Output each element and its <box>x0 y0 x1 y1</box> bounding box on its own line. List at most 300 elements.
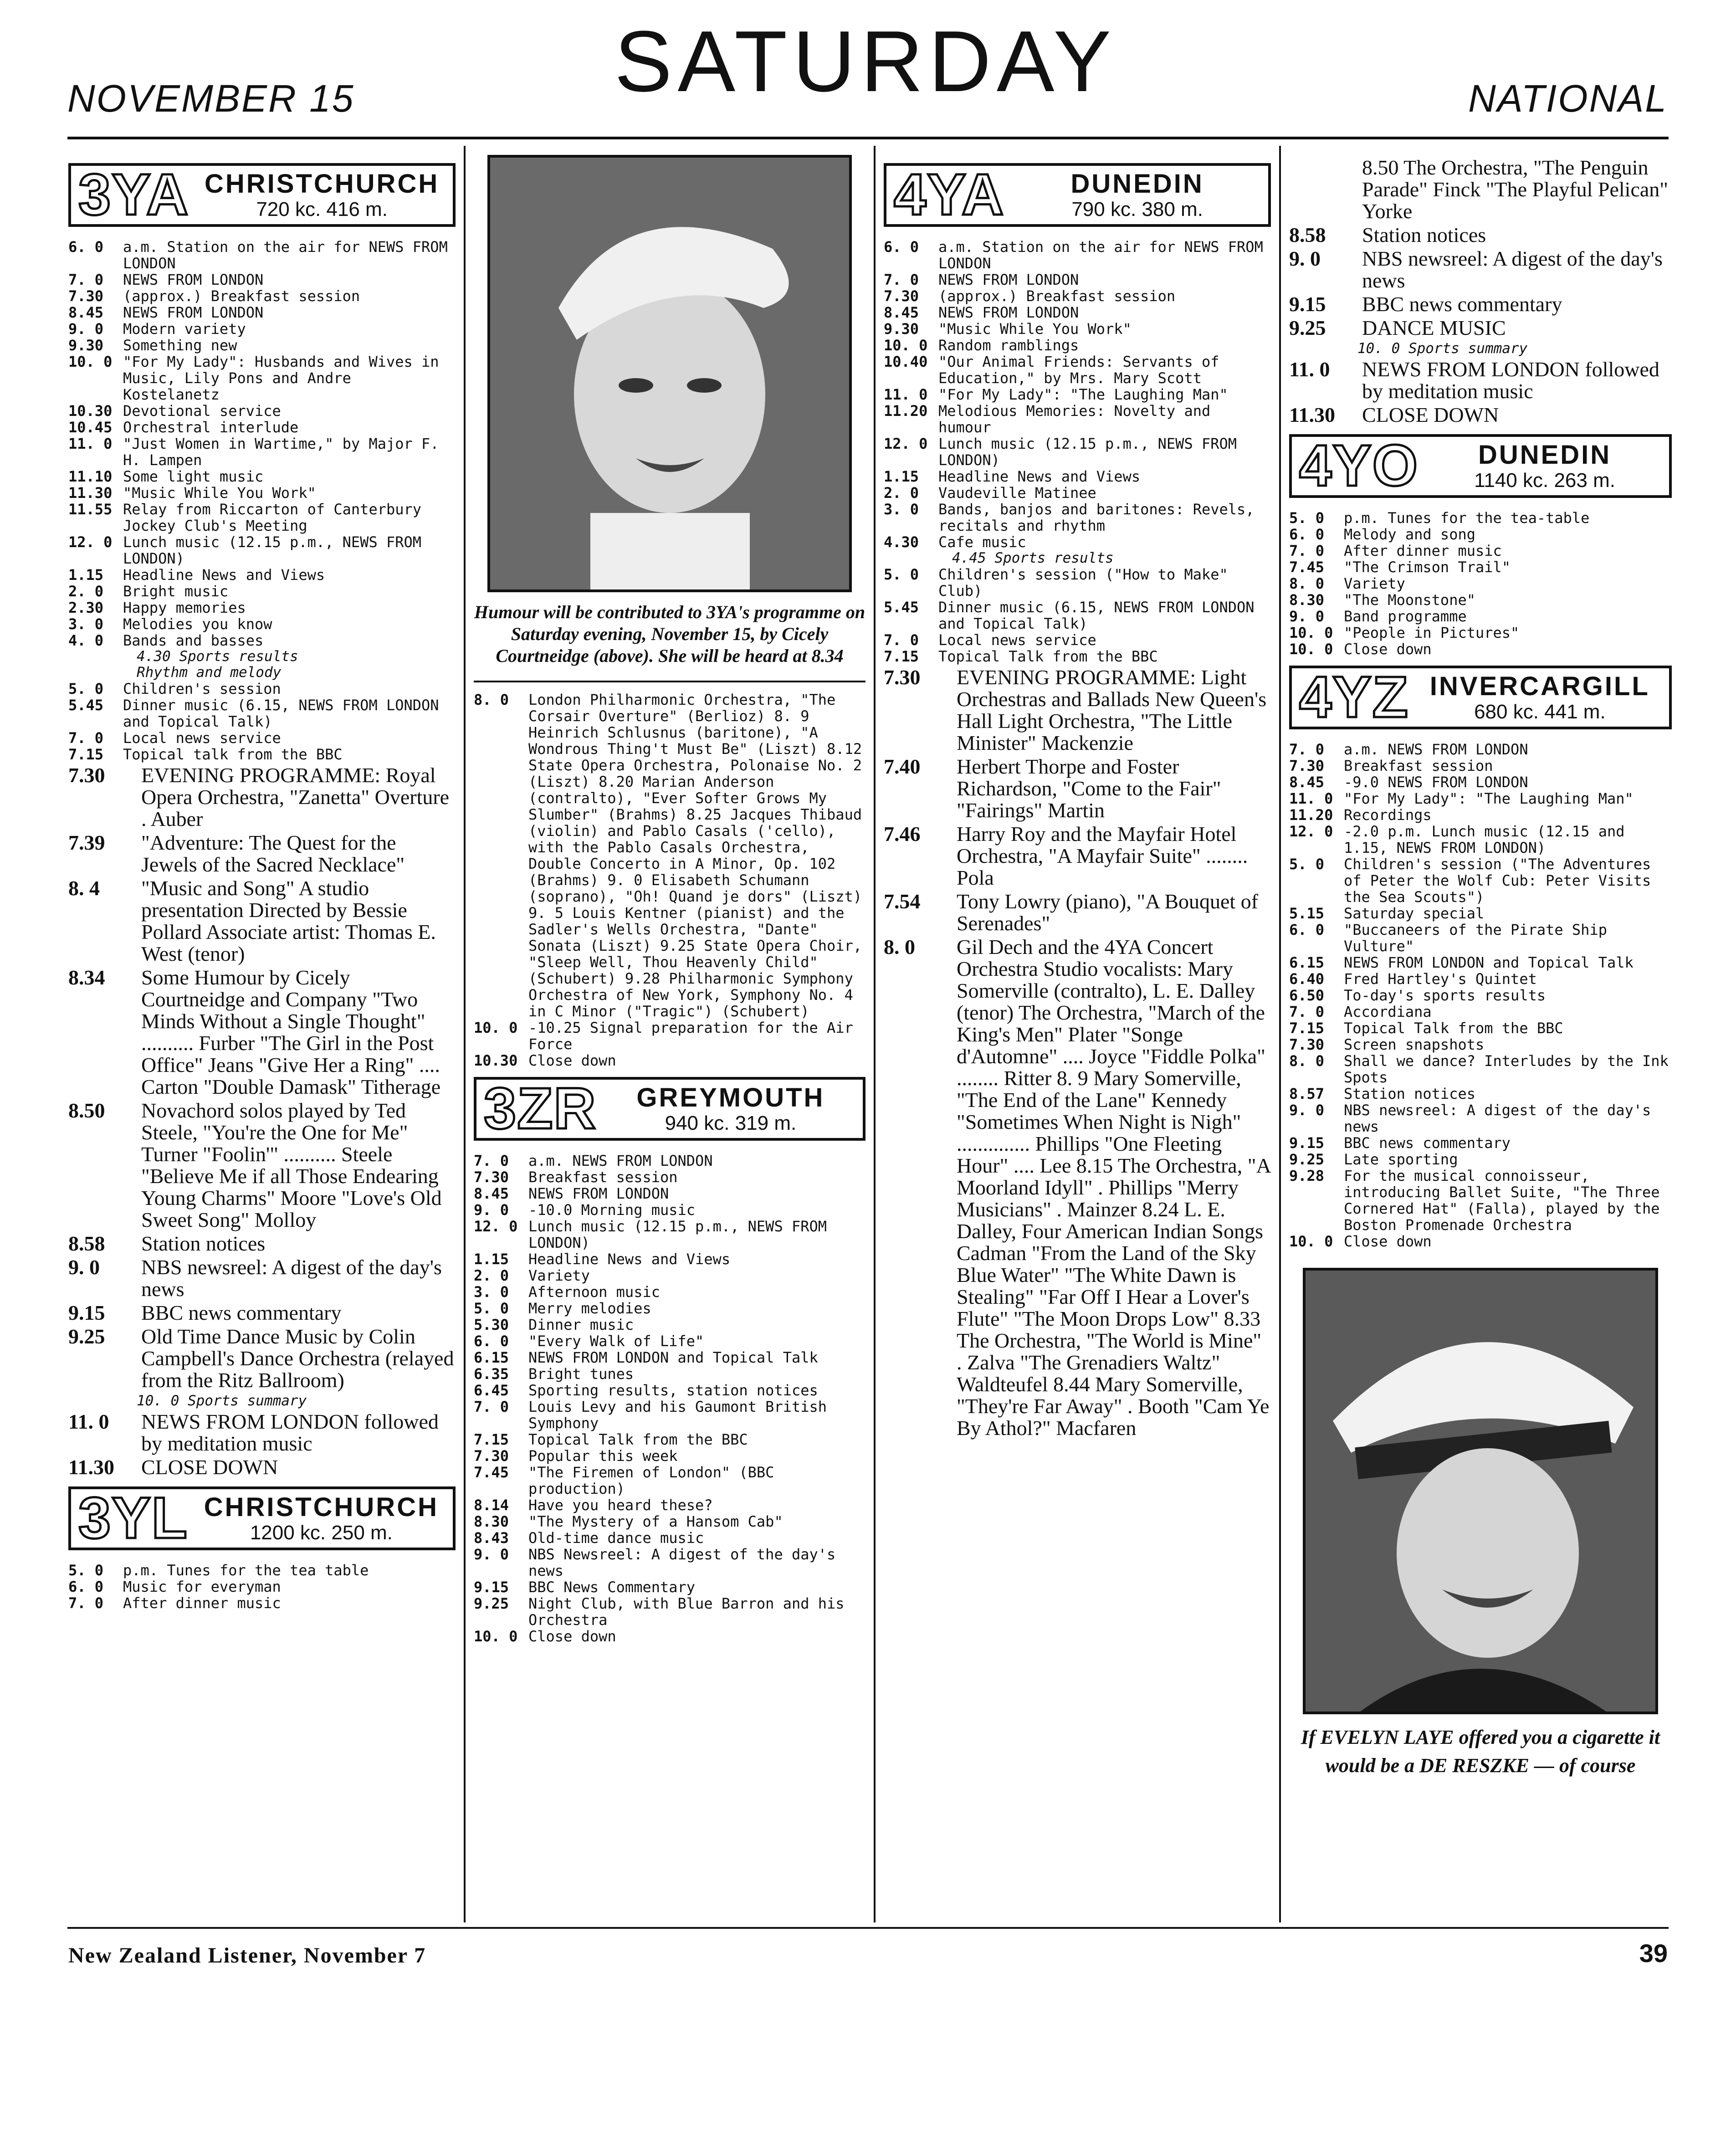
entry-description: "Music While You Work" <box>123 484 316 502</box>
schedule-entry <box>68 632 456 649</box>
entry-description: NBS newsreel: A digest of the day's news <box>1362 247 1663 292</box>
entry-time: 8. 0 <box>474 691 509 708</box>
schedule-entry <box>1289 1102 1672 1135</box>
entry-time: 8.30 <box>474 1513 509 1530</box>
entry-description: Dinner music (6.15, NEWS FROM LONDON and Topical Talk) <box>123 697 439 730</box>
entry-description: 8.50 The Orchestra, "The Penguin Parade" Finck "The Playful Pelican" Yorke <box>1362 156 1669 223</box>
entry-description: "People in Pictures" <box>1344 624 1520 641</box>
schedule-entry <box>68 304 456 321</box>
entry-time: 7.30 <box>1289 757 1325 774</box>
entry-time: 12. 0 <box>1289 823 1333 840</box>
entry-description: Bright music <box>123 583 229 600</box>
schedule-entry <box>474 692 865 1020</box>
entry-description: Topical Talk from the BBC <box>1344 1020 1563 1037</box>
schedule-entry <box>68 1100 456 1231</box>
entry-time: 1.15 <box>474 1250 509 1268</box>
schedule-entry <box>1289 954 1672 971</box>
entry-description: Variety <box>1344 575 1405 592</box>
divider <box>474 681 865 682</box>
entry-time: 7.54 <box>884 890 921 913</box>
entry-time: 11.55 <box>68 501 113 518</box>
sub-note: 4.30 Sports results <box>137 648 298 665</box>
column-1 <box>68 155 456 1611</box>
entry-description: "Music and Song" A studio presentation Directed by Bessie Pollard Associate artist: Thomas E. West (tenor) <box>141 876 436 965</box>
entry-description: NBS newsreel: A digest of the day's news <box>1344 1102 1651 1135</box>
entry-time: 7. 0 <box>1289 741 1325 758</box>
entry-time: 2.30 <box>68 599 104 616</box>
entry-description: Close down <box>1344 641 1432 658</box>
schedule-entry <box>474 1497 865 1513</box>
entry-time: 9. 0 <box>1289 608 1325 625</box>
entry-time: 6.35 <box>474 1365 509 1383</box>
column-rule <box>464 146 466 1922</box>
station-frequency: 790 kc. 380 m. <box>1071 198 1203 220</box>
schedule-entry <box>474 1431 865 1448</box>
entry-description: London Philharmonic Orchestra, "The Corsair Overture" (Berlioz) 8. 9 Heinrich Schlusnus (baritone), "A Wondrous Thing't Must Be" (Liszt) 8.12 State Opera Orchestra, Polonaise No. 2 (Liszt) 8.20 Marian Anderson (contralto), "Ever Softer Grows My Slumber" (Brahms) 8.25 Jacques Thibaud (violin) and Pablo Casals ('cello), with the Pablo Casals Orchestra, Double Concerto in A Minor, Op. 102 (Brahms) 9. 0 Elisabeth Schumann (soprano), "Oh! Quand je dors" (Liszt) 9. 5 Louis Kentner (pianist) and the Sadler's Wells Orchestra, "Dante" Sonata (Liszt) 9.25 State Opera Choir, "Sleep Well, Thou Heavenly Child" (Schubert) 9.28 Philharmonic Symphony Orchestra of New York, Symphony No. 4 in C Minor ("Tragic") (Schubert) <box>528 691 862 1020</box>
entry-time: 7.15 <box>1289 1020 1325 1037</box>
advert-image <box>1306 1271 1655 1712</box>
schedule-entry <box>68 419 456 436</box>
entry-description: "The Moonstone" <box>1344 591 1475 609</box>
entry-description: "Buccaneers of the Pirate Ship Vulture" <box>1344 921 1607 955</box>
schedule-entry <box>68 600 456 616</box>
schedule-entry <box>1289 608 1672 625</box>
station-box-3yl <box>68 1486 456 1550</box>
schedule-entry <box>1289 317 1672 339</box>
schedule-entry <box>474 1020 865 1052</box>
entry-description: Lunch music (12.15 p.m., NEWS FROM LONDON) <box>938 435 1237 469</box>
schedule-entry <box>474 1202 865 1218</box>
schedule-entry <box>1289 807 1672 823</box>
schedule-entry <box>1289 1004 1672 1020</box>
schedule-entry <box>884 823 1271 889</box>
entry-description: Local news service <box>123 729 281 747</box>
entry-time: 6.15 <box>474 1349 509 1366</box>
entry-time: 8.45 <box>68 304 104 321</box>
schedule-entry <box>68 403 456 419</box>
entry-time: 11.10 <box>68 468 113 485</box>
entry-description: (approx.) Breakfast session <box>938 287 1176 305</box>
entry-time: 6. 0 <box>68 238 104 256</box>
entry-description: Music for everyman <box>123 1578 281 1595</box>
entry-time: 10. 0 <box>884 337 928 354</box>
schedule-entry <box>68 436 456 468</box>
entry-time: 9.25 <box>1289 316 1326 339</box>
schedule-entry <box>1289 224 1672 246</box>
page-title: SATURDAY <box>614 13 1117 110</box>
entry-time: 10.40 <box>884 353 928 370</box>
entry-time: 6.50 <box>1289 987 1325 1004</box>
entry-time: 8.30 <box>1289 591 1325 609</box>
entry-time: 10.45 <box>68 419 113 436</box>
entry-description: Bright tunes <box>528 1365 634 1383</box>
portrait-image <box>490 158 849 589</box>
schedule-entry <box>474 1317 865 1333</box>
entry-description: After dinner music <box>1344 542 1502 559</box>
entry-time: 9. 0 <box>474 1201 509 1219</box>
entry-description: For the musical connoisseur, introducing Ballet Suite, "The Three Cornered Hat" (Falla), played by the Boston Promenade Orchestra <box>1344 1167 1660 1234</box>
entry-description: Variety <box>528 1267 590 1284</box>
entry-description: Louis Levy and his Gaumont British Symphony <box>528 1398 827 1432</box>
entry-time: 8.45 <box>474 1185 509 1202</box>
schedule-entry <box>474 1052 865 1069</box>
entry-time: 1.15 <box>68 566 104 584</box>
entry-description: "Every Walk of Life" <box>528 1332 704 1350</box>
entry-time: 7.46 <box>884 822 921 846</box>
schedule-entry <box>884 304 1271 321</box>
footer-rule <box>67 1927 1669 1929</box>
entry-time: 9.30 <box>68 337 104 354</box>
entry-description: NEWS FROM LONDON <box>123 271 264 288</box>
schedule-entry <box>474 1153 865 1169</box>
column-rule <box>874 146 876 1922</box>
entry-time: 7.45 <box>474 1464 509 1481</box>
station-city: CHRISTCHURCH <box>204 1492 439 1522</box>
entry-time: 7. 0 <box>68 1594 104 1612</box>
station-call: 3ZR <box>484 1076 597 1141</box>
header-rule <box>67 137 1669 139</box>
schedule-entry <box>68 1326 456 1391</box>
entry-description: -10.25 Signal preparation for the Air Force <box>528 1019 853 1053</box>
entry-description: Shall we dance? Interludes by the Ink Spots <box>1344 1052 1669 1086</box>
station-frequency: 940 kc. 319 m. <box>665 1112 797 1134</box>
schedule-entry <box>68 337 456 354</box>
entry-time: 6. 0 <box>1289 921 1325 938</box>
entry-description: NBS Newsreel: A digest of the day's news <box>528 1546 836 1579</box>
entry-time: 7. 0 <box>1289 1003 1325 1020</box>
entry-description: BBC news commentary <box>1344 1134 1511 1152</box>
entry-description: Saturday special <box>1344 905 1485 922</box>
schedule-entry <box>1289 248 1672 292</box>
entry-description: BBC News Commentary <box>528 1578 696 1596</box>
entry-description: "The Mystery of a Hansom Cab" <box>528 1513 783 1530</box>
schedule-entry <box>68 288 456 304</box>
entry-description: Gil Dech and the 4YA Concert Orchestra Studio vocalists: Mary Somerville (contralto), L. E. Dalley (tenor) The Orchestra, "March of the King's Men" Plater "Songe d'Automne" .... Joyce "Fiddle Polka" ........ Ritter 8. 9 Mary Somerville, "The End of the Lane" Kennedy "Sometimes When Night is Nigh" .............. Phillips "One Fleeting Hour" .... Lee 8.15 The Orchestra, "A Moorland Idyll" . Phillips "Merry Musicians" . Mainzer 8.24 L. E. Dalley, Four American Indian Songs Cadman "From the Land of the Sky Blue Water" "The White Dawn is Stealing" "Far Off I Hear a Lover's Flute" "The Moon Drops Low" 8.33 The Orchestra, "The World is Mine" . Zalva "The Grenadiers Waltz" Waldteufel 8.44 Mary Somerville, "They're Far Away" . Booth "Cam Ye By Athol?" Macfaren <box>957 935 1270 1440</box>
entry-description: "Adventure: The Quest for the Jewels of the Sacred Necklace" <box>141 831 405 876</box>
station-city: DUNEDIN <box>1478 440 1612 470</box>
entry-description: Breakfast session <box>528 1168 678 1186</box>
schedule-entry <box>474 1366 865 1382</box>
entry-description: Vaudeville Matinee <box>938 484 1096 502</box>
entry-time: 8.58 <box>1289 223 1326 246</box>
entry-description: -9.0 NEWS FROM LONDON <box>1344 774 1528 791</box>
station-call: 4YA <box>894 162 1005 227</box>
entry-description: a.m. NEWS FROM LONDON <box>528 1152 713 1169</box>
entry-time: 9. 0 <box>474 1546 509 1563</box>
entry-time: 9.25 <box>1289 1151 1325 1168</box>
entry-time: 8. 4 <box>68 876 100 900</box>
schedule-list <box>884 566 1271 665</box>
schedule-entry <box>884 501 1271 534</box>
entry-time: 12. 0 <box>68 533 113 551</box>
schedule-entry <box>884 891 1271 934</box>
schedule-entry <box>68 1578 456 1595</box>
entry-description: NEWS FROM LONDON <box>123 304 264 321</box>
station-call: 3YL <box>78 1486 188 1551</box>
entry-description: BBC news commentary <box>1362 292 1562 316</box>
entry-time: 7.15 <box>68 746 104 763</box>
schedule-entry <box>474 1185 865 1202</box>
entry-description: Children's session ("How to Make" Club) <box>938 566 1228 600</box>
schedule-entry <box>1289 758 1672 774</box>
entry-description: Headline News and Views <box>528 1250 731 1268</box>
entry-description: Have you heard these? <box>528 1496 713 1514</box>
schedule-entry <box>1289 856 1672 905</box>
entry-description: EVENING PROGRAMME: Light Orchestras and Ballads New Queen's Hall Light Orchestra, "The Little Minister" Mackenzie <box>957 666 1267 754</box>
entry-description: Night Club, with Blue Barron and his Orchestra <box>528 1595 845 1629</box>
entry-description: "Music While You Work" <box>938 320 1132 338</box>
entry-time: 2. 0 <box>474 1267 509 1284</box>
entry-description: NEWS FROM LONDON <box>938 304 1079 321</box>
entry-time: 11. 0 <box>884 386 928 403</box>
schedule-entry <box>1289 971 1672 987</box>
station-box-4ya <box>884 163 1271 227</box>
schedule-entry <box>68 832 456 876</box>
schedule-list <box>474 692 865 1069</box>
entry-time: 8. 0 <box>1289 575 1325 592</box>
entry-time: 9.15 <box>1289 292 1326 316</box>
entry-description: NEWS FROM LONDON followed by meditation music <box>141 1410 439 1455</box>
entry-description: Cafe music <box>938 533 1026 551</box>
schedule-entry <box>884 468 1271 485</box>
entry-time: 10. 0 <box>1289 624 1333 641</box>
entry-description: CLOSE DOWN <box>141 1455 278 1479</box>
schedule-entry <box>68 534 456 567</box>
entry-time: 8.58 <box>68 1232 105 1255</box>
entry-time: 7.15 <box>884 648 919 665</box>
entry-description: Old Time Dance Music by Colin Campbell's Dance Orchestra (relayed from the Ritz Ballroom) <box>141 1325 454 1392</box>
entry-description: p.m. Tunes for the tea table <box>123 1562 369 1579</box>
schedule-entry <box>474 1349 865 1366</box>
schedule-entry <box>884 239 1271 272</box>
entry-description: Melody and song <box>1344 526 1475 543</box>
schedule-entry <box>68 1256 456 1300</box>
schedule-entry <box>1289 359 1672 402</box>
schedule-entry <box>68 877 456 965</box>
entry-description: Merry melodies <box>528 1300 651 1317</box>
entry-time: 5. 0 <box>1289 509 1325 527</box>
entry-time: 3. 0 <box>68 615 104 633</box>
entry-time: 7.30 <box>884 287 919 305</box>
schedule-entry <box>68 501 456 534</box>
entry-description: a.m. NEWS FROM LONDON <box>1344 741 1528 758</box>
issue-date: NOVEMBER 15 <box>67 77 355 120</box>
entry-description: Breakfast session <box>1344 757 1493 774</box>
entry-time: 4.30 <box>884 533 919 551</box>
entry-time: 1.15 <box>884 468 919 485</box>
schedule-entry <box>474 1546 865 1579</box>
schedule-entry <box>68 697 456 730</box>
entry-description: To-day's sports results <box>1344 987 1546 1004</box>
entry-description: Tony Lowry (piano), "A Bouquet of Serenades" <box>957 890 1259 935</box>
entry-time: 9. 0 <box>1289 247 1321 270</box>
schedule-list <box>68 239 456 649</box>
entry-time: 9.15 <box>1289 1134 1325 1152</box>
entry-time: 10. 0 <box>474 1628 518 1645</box>
entry-time: 2. 0 <box>884 484 919 502</box>
entry-time: 7.30 <box>474 1447 509 1465</box>
sub-note: Rhythm and melody <box>137 664 282 681</box>
entry-time: 10.30 <box>474 1052 518 1069</box>
entry-description: Relay from Riccarton of Canterbury Jockey Club's Meeting <box>123 501 422 534</box>
entry-description: Close down <box>1344 1233 1432 1250</box>
station-call: 4YO <box>1299 433 1419 498</box>
entry-description: Happy memories <box>123 599 246 616</box>
schedule-entry <box>68 567 456 583</box>
schedule-entry <box>1289 1053 1672 1086</box>
entry-description: NEWS FROM LONDON and Topical Talk <box>528 1349 818 1366</box>
column-2 <box>474 155 865 1645</box>
schedule-entry <box>68 583 456 600</box>
schedule-entry <box>1289 157 1672 222</box>
entry-time: 9.25 <box>474 1595 509 1612</box>
schedule-entry <box>474 1251 865 1267</box>
entry-time: 7.15 <box>474 1431 509 1448</box>
schedule-entry <box>884 632 1271 648</box>
entry-time: 5. 0 <box>474 1300 509 1317</box>
entry-description: Melodious Memories: Novelty and humour <box>938 402 1211 436</box>
schedule-entry <box>1289 790 1672 807</box>
entry-time: 3. 0 <box>474 1283 509 1301</box>
entry-description: Topical talk from the BBC <box>123 746 343 763</box>
schedule-entry <box>884 485 1271 501</box>
schedule-entry <box>1289 641 1672 657</box>
entry-description: Popular this week <box>528 1447 678 1465</box>
schedule-entry <box>884 756 1271 821</box>
schedule-entry <box>1289 559 1672 575</box>
station-city: CHRISTCHURCH <box>205 169 440 199</box>
sub-note: 4.45 Sports results <box>952 550 1114 566</box>
station-call: 4YZ <box>1299 665 1409 730</box>
entry-description: Bands and basses <box>123 632 264 649</box>
column-4 <box>1289 155 1672 1780</box>
entry-description: Children's session ("The Adventures of Peter the Wolf Cub: Peter Visits the Sea Scouts") <box>1344 856 1651 906</box>
column-3 <box>884 155 1271 1441</box>
entry-time: 4. 0 <box>68 632 104 649</box>
schedule-entry <box>1289 905 1672 922</box>
advert-photo <box>1303 1268 1658 1714</box>
entry-time: 10. 0 <box>474 1019 518 1036</box>
schedule-entry <box>884 599 1271 632</box>
entry-time: 7.40 <box>884 755 921 778</box>
entry-description: "For My Lady": "The Laughing Man" <box>938 386 1228 403</box>
station-box-4yo <box>1289 434 1672 498</box>
entry-description: Old-time dance music <box>528 1529 704 1547</box>
station-box-3ya <box>68 163 456 227</box>
station-call: 3YA <box>78 162 189 227</box>
schedule-entry <box>68 746 456 763</box>
evening-programme-list <box>68 764 456 1391</box>
entry-description: "For My Lady": "The Laughing Man" <box>1344 790 1634 807</box>
entry-description: Afternoon music <box>528 1283 660 1301</box>
schedule-entry <box>474 1464 865 1497</box>
entry-description: Some light music <box>123 468 264 485</box>
schedule-entry <box>1289 1151 1672 1168</box>
entry-description: Close down <box>528 1628 616 1645</box>
schedule-entry <box>1289 543 1672 559</box>
schedule-entry <box>68 967 456 1098</box>
entry-time: 7.30 <box>68 287 104 305</box>
photo-caption: Humour will be contributed to 3YA's programme on Saturday evening, November 15, by Cicely Courtneidge (above). She will be heard at 8.34 <box>474 602 865 666</box>
entry-description: Screen snapshots <box>1344 1036 1485 1053</box>
entry-time: 9. 0 <box>1289 1102 1325 1119</box>
schedule-entry <box>68 1456 456 1478</box>
station-frequency: 680 kc. 441 m. <box>1474 700 1606 723</box>
entry-description: a.m. Station on the air for NEWS FROM LONDON <box>938 238 1263 272</box>
entry-description: Orchestral interlude <box>123 419 299 436</box>
entry-time: 3. 0 <box>884 501 919 518</box>
entry-time: 8.45 <box>1289 774 1325 791</box>
schedule-entry <box>68 321 456 337</box>
entry-time: 7.30 <box>884 666 921 689</box>
schedule-entry <box>884 566 1271 599</box>
schedule-entry <box>1289 741 1672 758</box>
schedule-list <box>1289 510 1672 657</box>
entry-description: Topical Talk from the BBC <box>938 648 1158 665</box>
entry-description: "Just Women in Wartime," by Major F. H. Lampen <box>123 435 439 469</box>
entry-time: 6.45 <box>474 1382 509 1399</box>
entry-time: 5.45 <box>68 697 104 714</box>
schedule-entry <box>474 1267 865 1284</box>
schedule-entry <box>474 1513 865 1530</box>
schedule-entry <box>474 1333 865 1349</box>
entry-description: "The Crimson Trail" <box>1344 559 1511 576</box>
entry-description: NEWS FROM LONDON <box>528 1185 669 1202</box>
page-number: 39 <box>1639 1939 1668 1968</box>
schedule-entry <box>68 1411 456 1455</box>
entry-time: 5. 0 <box>68 1562 104 1579</box>
entry-time: 2. 0 <box>68 583 104 600</box>
entry-time: 7. 0 <box>474 1398 509 1415</box>
schedule-entry <box>1289 625 1672 641</box>
entry-time: 9.15 <box>68 1301 105 1324</box>
entry-description: Modern variety <box>123 320 246 338</box>
schedule-list <box>68 1562 456 1611</box>
entry-description: Late sporting <box>1344 1151 1458 1168</box>
station-city: DUNEDIN <box>1070 169 1204 199</box>
entry-time: 7. 0 <box>884 271 919 288</box>
entry-description: Topical Talk from the BBC <box>528 1431 748 1448</box>
entry-time: 9.30 <box>884 320 919 338</box>
entry-description: Novachord solos played by Ted Steele, "You're the One for Me" Turner "Foolin'" .......... Steele "Believe Me if all Those Endearing Young Charms" Moore "Love's Old Sweet Song" Molloy <box>141 1099 442 1231</box>
schedule-entry <box>884 386 1271 403</box>
entry-description: Headline News and Views <box>123 566 325 584</box>
schedule-entry <box>884 354 1271 386</box>
station-frequency: 720 kc. 416 m. <box>256 198 388 220</box>
entry-time: 11.20 <box>1289 806 1333 824</box>
station-box-4yz <box>1289 666 1672 729</box>
entry-time: 7.30 <box>68 764 105 787</box>
entry-description: CLOSE DOWN <box>1362 403 1499 426</box>
entry-description: "Our Animal Friends: Servants of Education," by Mrs. Mary Scott <box>938 353 1219 387</box>
entry-time: 10. 0 <box>68 353 113 370</box>
schedule-entry <box>68 681 456 697</box>
schedule-entry <box>1289 1168 1672 1233</box>
entry-time: 8.45 <box>884 304 919 321</box>
schedule-entry <box>884 403 1271 436</box>
entry-time: 11.30 <box>68 484 113 502</box>
entry-description: p.m. Tunes for the tea-table <box>1344 509 1590 527</box>
schedule-entry <box>68 1595 456 1611</box>
entry-description: NBS newsreel: A digest of the day's news <box>141 1256 442 1301</box>
schedule-entry <box>68 1233 456 1255</box>
sub-note: 10. 0 Sports summary <box>1357 340 1528 357</box>
schedule-entry <box>474 1284 865 1300</box>
entry-description: Station notices <box>1362 223 1486 246</box>
entry-description: Children's session <box>123 680 281 697</box>
entry-description: "The Firemen of London" (BBC production) <box>528 1464 774 1497</box>
schedule-entry <box>68 272 456 288</box>
